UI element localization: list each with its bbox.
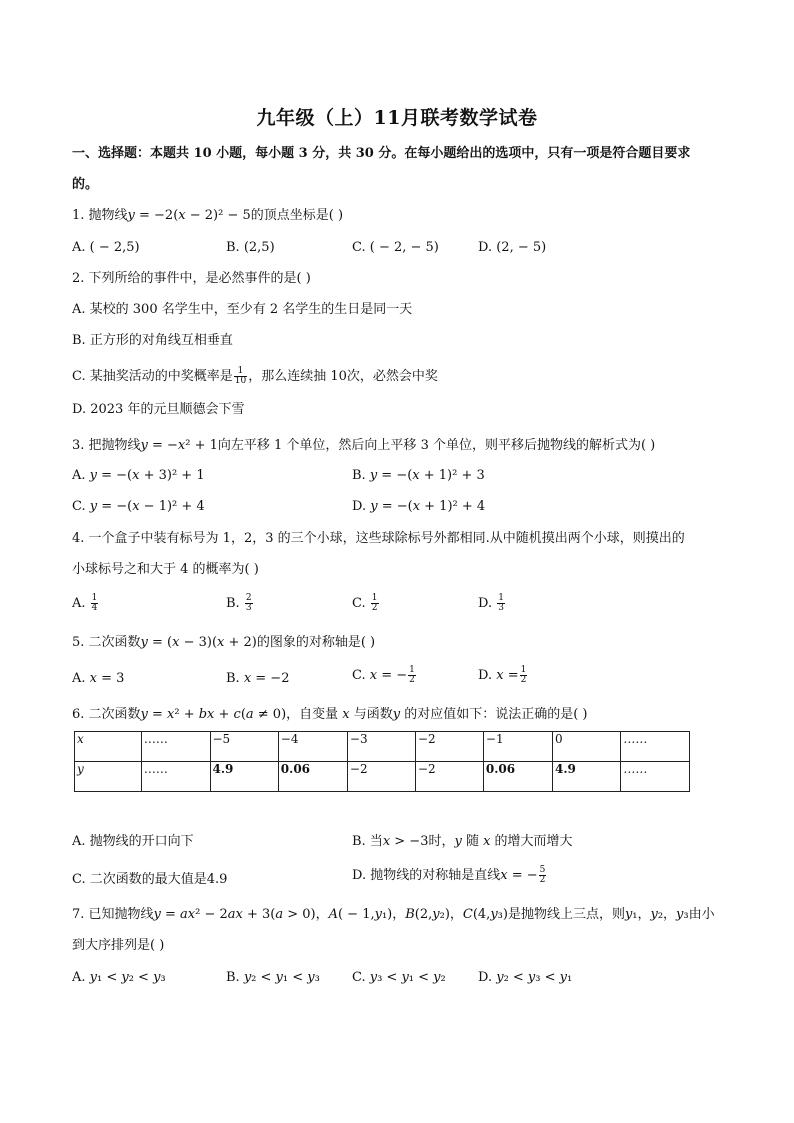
- exam-title: 九年级（上）11月联考数学试卷: [256, 107, 538, 129]
- fraction-denominator: 2: [539, 875, 546, 885]
- q4-option-d-fraction: [497, 594, 505, 613]
- table-cell: −2: [347, 762, 415, 792]
- q5-option-a: A. 𝑥 = 3: [72, 671, 125, 686]
- table-cell: 0: [553, 732, 621, 762]
- q1-option-b: B. (2,5): [226, 240, 275, 255]
- q2-option-c-post: ，那么连续抽 10次，必然会中奖: [248, 369, 438, 384]
- q3-option-b: B. 𝑦 = −(𝑥 + 1)² + 3: [352, 468, 485, 483]
- q4-option-a: [72, 594, 99, 613]
- q7-stem-line1: 7. 已知抛物线𝑦 = 𝑎𝑥² − 2𝑎𝑥 + 3(𝑎 > 0)，𝐴( − 1,𝑦₁)，𝐵(2,𝑦₂)，𝐶(4,𝑦₃)是抛物线上三点，则𝑦₁，𝑦₂，𝑦₃由小: [72, 907, 715, 922]
- q5-option-b: B. 𝑥 = −2: [226, 671, 290, 686]
- section1-instructions-line2: 的。: [72, 177, 99, 192]
- fraction-denominator: 10: [234, 376, 247, 386]
- q7-option-d: D. 𝑦₂ < 𝑦₃ < 𝑦₁: [478, 970, 573, 985]
- q1-option-d: D. (2, − 5): [478, 240, 547, 255]
- fraction-numerator: 1: [498, 593, 504, 603]
- fraction-numerator: 1: [234, 367, 247, 377]
- table-cell: −3: [347, 732, 415, 762]
- q4-option-a-fraction: [91, 594, 99, 613]
- q2-option-c: [72, 367, 438, 386]
- option-text: D. 抛物线的对称轴是直线𝑥 = −: [352, 868, 538, 883]
- fraction-numerator: 5: [539, 865, 546, 875]
- fraction-denominator: 2: [520, 675, 527, 685]
- q1-stem: 1. 抛物线𝑦 = −2(𝑥 − 2)² − 5的顶点坐标是( ): [72, 208, 344, 223]
- table-cell: −1: [483, 732, 552, 762]
- q1-option-a: A. ( − 2,5): [72, 240, 140, 255]
- fraction-numerator: 1: [371, 593, 378, 603]
- fraction-numerator: 1: [520, 665, 527, 675]
- table-cell: 0.06: [483, 762, 552, 792]
- fraction-numerator: 1: [91, 593, 98, 603]
- q5-option-d-fraction: [520, 666, 528, 685]
- table-cell: 𝑥: [75, 732, 142, 762]
- q4-option-d: [478, 594, 506, 613]
- q4-option-b: [226, 594, 254, 613]
- section1-instructions-line1: 一、选择题：本题共 10 小题，每小题 3 分，共 30 分。在每小题给出的选项中，只有一项是符合题目要求: [72, 146, 691, 161]
- table-row-x: [75, 732, 690, 762]
- option-label: D.: [478, 596, 493, 611]
- q4-option-b-fraction: [245, 594, 253, 613]
- fraction-denominator: 2: [371, 603, 378, 613]
- table-row-y: [75, 762, 690, 792]
- option-text: D. 𝑥 =: [478, 668, 519, 683]
- table-cell: ……: [141, 732, 210, 762]
- fraction-denominator: 3: [498, 603, 504, 613]
- q6-stem: 6. 二次函数𝑦 = 𝑥² + 𝑏𝑥 + 𝑐(𝑎 ≠ 0)，自变量 𝑥 与函数𝑦 的对应值如下：说法正确的是( ): [72, 707, 588, 722]
- q3-option-d: D. 𝑦 = −(𝑥 + 1)² + 4: [352, 499, 486, 514]
- q2-option-c-pre: C. 某抽奖活动的中奖概率是: [72, 369, 233, 384]
- q4-stem-line2: 小球标号之和大于 4 的概率为( ): [72, 562, 259, 577]
- q3-option-a: A. 𝑦 = −(𝑥 + 3)² + 1: [72, 468, 205, 483]
- q5-stem: 5. 二次函数𝑦 = (𝑥 − 3)(𝑥 + 2)的图象的对称轴是( ): [72, 635, 376, 650]
- q6-option-d: [352, 866, 547, 885]
- q4-option-c: [352, 594, 380, 613]
- fraction-numerator: 2: [245, 593, 252, 603]
- table-cell: −4: [278, 732, 347, 762]
- q5-option-c-fraction: [408, 666, 416, 685]
- q7-option-a: A. 𝑦₁ < 𝑦₂ < 𝑦₃: [72, 970, 166, 985]
- q7-option-c: C. 𝑦₃ < 𝑦₁ < 𝑦₂: [352, 970, 446, 985]
- fraction-denominator: 4: [91, 603, 98, 613]
- option-label: C.: [352, 596, 366, 611]
- option-label: A.: [72, 596, 86, 611]
- table-cell: 4.9: [553, 762, 621, 792]
- table-cell: ……: [621, 732, 690, 762]
- q3-stem: 3. 把抛物线𝑦 = −𝑥² + 1向左平移 1 个单位，然后向上平移 3 个单位，则平移后抛物线的解析式为( ): [72, 438, 656, 453]
- q6-option-b: B. 当𝑥 > −3时，𝑦 随 𝑥 的增大而增大: [352, 834, 573, 849]
- q7-stem-line2: 到大序排列是( ): [72, 938, 165, 953]
- table-cell: 0.06: [278, 762, 347, 792]
- q1-option-c: C. ( − 2, − 5): [352, 240, 439, 255]
- q6-option-c: C. 二次函数的最大值是4.9: [72, 872, 228, 887]
- q2-stem: 2. 下列所给的事件中，是必然事件的是( ): [72, 271, 311, 286]
- option-label: B.: [226, 596, 240, 611]
- table-cell: ……: [621, 762, 690, 792]
- fraction-denominator: 2: [409, 675, 415, 685]
- q7-option-b: B. 𝑦₂ < 𝑦₁ < 𝑦₃: [226, 970, 320, 985]
- table-cell: −2: [415, 762, 483, 792]
- table-cell: 𝑦: [75, 762, 142, 792]
- q2-option-b: B. 正方形的对角线互相垂直: [72, 333, 233, 348]
- q3-option-c: C. 𝑦 = −(𝑥 − 1)² + 4: [72, 499, 205, 514]
- q2-option-a: A. 某校的 300 名学生中，至少有 2 名学生的生日是同一天: [72, 302, 413, 317]
- q2-option-c-fraction: [234, 367, 247, 386]
- q5-option-c: [352, 666, 417, 685]
- table-cell: 4.9: [210, 762, 278, 792]
- q5-option-d: [478, 666, 528, 685]
- q4-option-c-fraction: [371, 594, 379, 613]
- fraction-denominator: 3: [245, 603, 252, 613]
- option-text: C. 𝑥 = −: [352, 668, 408, 683]
- table-cell: −2: [415, 732, 483, 762]
- table-cell: ……: [141, 762, 210, 792]
- q2-option-d: D. 2023 年的元旦顺德会下雪: [72, 402, 245, 417]
- q6-option-a: A. 抛物线的开口向下: [72, 834, 194, 849]
- q6-option-d-fraction: [539, 866, 547, 885]
- table-cell: −5: [210, 732, 278, 762]
- q6-value-table: [74, 731, 690, 792]
- fraction-numerator: 1: [409, 665, 415, 675]
- q4-stem-line1: 4. 一个盒子中装有标号为 1，2，3 的三个小球，这些球除标号外都相同.从中随机摸出两个小球，则摸出的: [72, 531, 685, 546]
